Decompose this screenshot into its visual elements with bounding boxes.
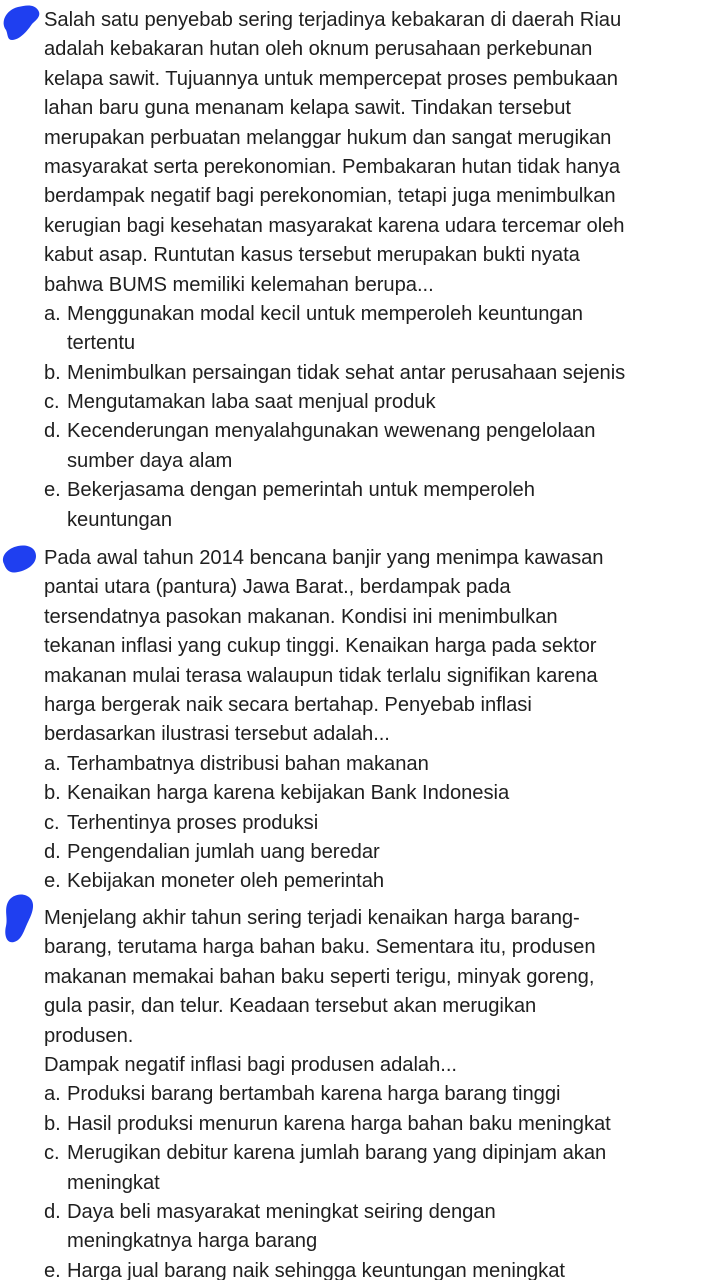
option-letter: c. (44, 1142, 60, 1165)
option-e[interactable] (44, 1257, 714, 1280)
option-text: Pengendalian jumlah uang beredar (67, 840, 380, 863)
stem-line: merupakan perbuatan melanggar hukum dan sangat merugikan (44, 126, 612, 149)
stem-line: berdasarkan ilustrasi tersebut adalah... (44, 723, 390, 746)
option-b[interactable] (44, 1110, 714, 1139)
option-text: Menimbulkan persaingan tidak sehat antar perusahaan sejenis (67, 361, 626, 384)
stem-line: Dampak negatif inflasi bagi produsen adalah... (44, 1053, 457, 1076)
highlight-blob-2-shape (3, 545, 36, 572)
option-e[interactable] (44, 867, 714, 896)
question-3 (44, 904, 714, 1280)
option-a[interactable] (44, 750, 714, 779)
option-letter: d. (44, 420, 61, 443)
stem-line: kabut asap. Runtutan kasus tersebut merupakan bukti nyata (44, 244, 580, 267)
option-letter: b. (44, 1112, 61, 1135)
stem-line: kelapa sawit. Tujuannya untuk mempercepat proses pembukaan (44, 67, 618, 90)
option-a[interactable] (44, 1080, 714, 1109)
option-text: Terhentinya proses produksi (67, 811, 319, 834)
stem-line: tersendatnya pasokan makanan. Kondisi ini menimbulkan (44, 605, 558, 628)
option-letter: c. (44, 811, 60, 834)
option-text: Kebijakan moneter oleh pemerintah (67, 870, 385, 893)
option-e[interactable] (44, 476, 714, 535)
stem-line: tekanan inflasi yang cukup tinggi. Kenaikan harga pada sektor (44, 635, 597, 658)
question-2 (44, 544, 714, 897)
option-text: Produksi barang bertambah karena harga barang tinggi (67, 1083, 561, 1106)
stem-line: lahan baru guna menanam kelapa sawit. Tindakan tersebut (44, 97, 571, 120)
option-text: Hasil produksi menurun karena harga bahan baku meningkat (67, 1112, 611, 1135)
option-letter: e. (44, 479, 61, 502)
stem-line: gula pasir, dan telur. Keadaan tersebut akan merugikan (44, 995, 537, 1018)
option-text: Mengutamakan laba saat menjual produk (67, 391, 436, 414)
stem-line: barang, terutama harga bahan baku. Sementara itu, produsen (44, 936, 596, 959)
option-letter: a. (44, 302, 61, 325)
option-letter: a. (44, 1083, 61, 1106)
stem-line: Salah satu penyebab sering terjadinya kebakaran di daerah Riau (44, 9, 622, 31)
option-text: Daya beli masyarakat meningkat seiring dengan (67, 1200, 496, 1223)
option-d[interactable] (44, 1198, 714, 1257)
option-text: tertentu (67, 332, 136, 355)
stem-line: masyarakat serta perekonomian. Pembakaran hutan tidak hanya (44, 155, 621, 178)
option-c[interactable] (44, 809, 714, 838)
highlight-blob-1-shape (4, 5, 40, 40)
option-letter: d. (44, 840, 61, 863)
stem-line: makanan mulai terasa walaupun tidak terlalu signifikan karena (44, 664, 598, 687)
option-text: Harga jual barang naik sehingga keuntungan meningkat (67, 1259, 565, 1280)
highlight-blob-3-shape (5, 895, 33, 943)
option-b[interactable] (44, 359, 714, 388)
stem-line: pantai utara (pantura) Jawa Barat., berdampak pada (44, 576, 511, 599)
stem-line: kerugian bagi kesehatan masyarakat karena udara tercemar oleh (44, 214, 625, 237)
option-letter: b. (44, 782, 61, 805)
option-text: Kecenderungan menyalahgunakan wewenang pengelolaan (67, 420, 596, 443)
question-3-stem (44, 904, 714, 1080)
option-letter: e. (44, 870, 61, 893)
option-letter: a. (44, 752, 61, 775)
option-letter: c. (44, 391, 60, 414)
option-b[interactable] (44, 779, 714, 808)
question-1 (44, 6, 714, 535)
option-text: Bekerjasama dengan pemerintah untuk memperoleh (67, 479, 535, 502)
stem-line: Menjelang akhir tahun sering terjadi kenaikan harga barang- (44, 907, 580, 929)
stem-line: bahwa BUMS memiliki kelemahan berupa... (44, 273, 434, 296)
option-d[interactable] (44, 417, 714, 476)
option-d[interactable] (44, 838, 714, 867)
option-letter: e. (44, 1259, 61, 1280)
option-text: Merugikan debitur karena jumlah barang yang dipinjam akan (67, 1142, 607, 1165)
option-c[interactable] (44, 388, 714, 417)
stem-line: makanan memakai bahan baku seperti terigu, minyak goreng, (44, 965, 595, 988)
option-text: sumber daya alam (67, 449, 233, 472)
option-text: meningkatnya harga barang (67, 1230, 318, 1253)
option-text: meningkat (67, 1171, 160, 1194)
option-text: Kenaikan harga karena kebijakan Bank Indonesia (67, 782, 510, 805)
question-2-stem (44, 544, 714, 750)
option-text: Menggunakan modal kecil untuk memperoleh keuntungan (67, 302, 583, 325)
stem-line: produsen. (44, 1024, 134, 1047)
stem-line: berdampak negatif bagi perekonomian, tetapi juga menimbulkan (44, 185, 616, 208)
option-c[interactable] (44, 1139, 714, 1198)
option-text: keuntungan (67, 508, 173, 531)
option-text: Terhambatnya distribusi bahan makanan (67, 752, 429, 775)
option-letter: b. (44, 361, 61, 384)
option-letter: d. (44, 1200, 61, 1223)
stem-line: Pada awal tahun 2014 bencana banjir yang menimpa kawasan (44, 547, 604, 569)
stem-line: harga bergerak naik secara bertahap. Penyebab inflasi (44, 693, 532, 716)
question-1-stem (44, 6, 714, 300)
option-a[interactable] (44, 300, 714, 359)
stem-line: adalah kebakaran hutan oleh oknum perusahaan perkebunan (44, 38, 593, 61)
